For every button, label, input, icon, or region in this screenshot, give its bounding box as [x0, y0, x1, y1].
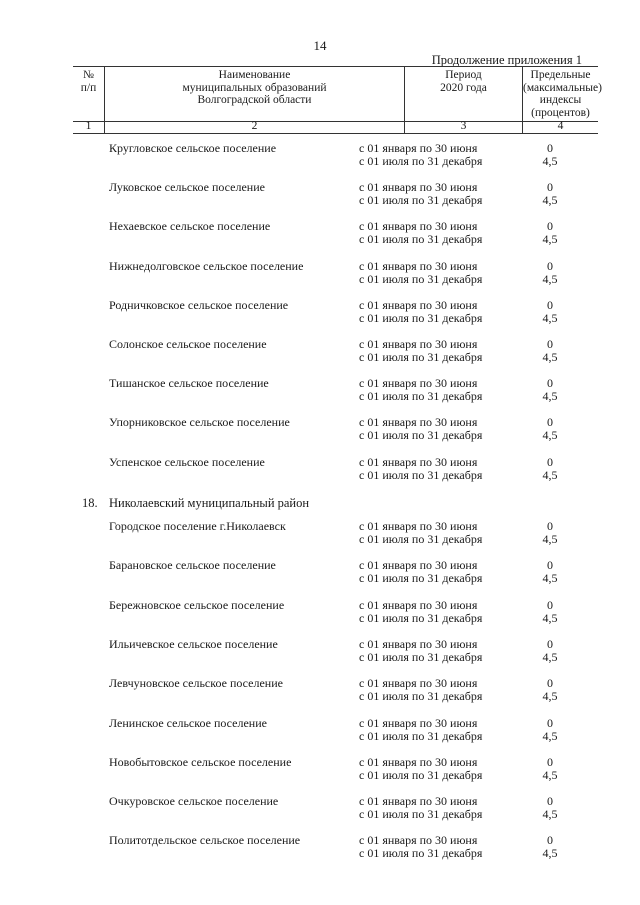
header-name: Наименование муниципальных образований Волгоградской области [105, 67, 405, 121]
index-second: 4,5 [542, 571, 558, 585]
column-number-row [73, 120, 598, 134]
period-first: с 01 января по 30 июня [359, 755, 478, 769]
index-first: 0 [547, 141, 553, 155]
index-first: 0 [547, 833, 553, 847]
settlement-name: Политотдельское сельское поселение [109, 833, 301, 847]
settlement-name: Луковское сельское поселение [109, 180, 265, 194]
index-second: 4,5 [542, 350, 558, 364]
period-first: с 01 января по 30 июня [359, 259, 478, 273]
settlement-name: Солонское сельское поселение [109, 337, 267, 351]
period-second: с 01 июля по 31 декабря [359, 807, 483, 821]
period-first: с 01 января по 30 июня [359, 415, 478, 429]
period-first: с 01 января по 30 июня [359, 519, 478, 533]
index-second: 4,5 [542, 389, 558, 403]
index-second: 4,5 [542, 468, 558, 482]
index-first: 0 [547, 259, 553, 273]
index-first: 0 [547, 337, 553, 351]
period-first: с 01 января по 30 июня [359, 558, 478, 572]
settlement-name: Ильичевское сельское поселение [109, 637, 278, 651]
col-number-4: 4 [557, 120, 564, 132]
period-second: с 01 июля по 31 декабря [359, 428, 483, 442]
index-first: 0 [547, 716, 553, 730]
index-second: 4,5 [542, 611, 558, 625]
period-first: с 01 января по 30 июня [359, 141, 478, 155]
index-first: 0 [547, 298, 553, 312]
settlement-name: Новобытовское сельское поселение [109, 755, 292, 769]
period-second: с 01 июля по 31 декабря [359, 272, 483, 286]
district-name: Николаевский муниципальный район [109, 496, 310, 510]
period-first: с 01 января по 30 июня [359, 337, 478, 351]
index-second: 4,5 [542, 532, 558, 546]
settlement-name: Родничковское сельское поселение [109, 298, 289, 312]
index-first: 0 [547, 180, 553, 194]
index-second: 4,5 [542, 272, 558, 286]
period-first: с 01 января по 30 июня [359, 676, 478, 690]
settlement-name: Городское поселение г.Николаевск [109, 519, 286, 533]
settlement-name: Тишанское сельское поселение [109, 376, 269, 390]
index-second: 4,5 [542, 193, 558, 207]
settlement-name: Нехаевское сельское поселение [109, 219, 271, 233]
index-first: 0 [547, 415, 553, 429]
district-number: 18. [82, 496, 98, 510]
period-second: с 01 июля по 31 декабря [359, 311, 483, 325]
col-number-2: 2 [105, 120, 405, 133]
col-number-3: 3 [405, 120, 523, 133]
settlement-name: Кругловское сельское поселение [109, 141, 277, 155]
header-num: № п/п [73, 67, 105, 121]
header-index: Предельные (максимальные) индексы (процентов) [523, 69, 602, 119]
index-first: 0 [547, 676, 553, 690]
index-second: 4,5 [542, 689, 558, 703]
period-second: с 01 июля по 31 декабря [359, 154, 483, 168]
index-second: 4,5 [542, 428, 558, 442]
period-first: с 01 января по 30 июня [359, 219, 478, 233]
index-first: 0 [547, 637, 553, 651]
settlement-name: Очкуровское сельское поселение [109, 794, 279, 808]
period-second: с 01 июля по 31 декабря [359, 193, 483, 207]
period-first: с 01 января по 30 июня [359, 716, 478, 730]
settlement-name: Левчуновское сельское поселение [109, 676, 283, 690]
header-period: Период 2020 года [405, 67, 523, 121]
period-second: с 01 июля по 31 декабря [359, 232, 483, 246]
index-second: 4,5 [542, 154, 558, 168]
period-second: с 01 июля по 31 декабря [359, 611, 483, 625]
settlement-name: Упорниковское сельское поселение [109, 415, 290, 429]
index-first: 0 [547, 794, 553, 808]
period-first: с 01 января по 30 июня [359, 376, 478, 390]
period-first: с 01 января по 30 июня [359, 598, 478, 612]
period-second: с 01 июля по 31 декабря [359, 468, 483, 482]
continuation-label: Продолжение приложения 1 [431, 53, 582, 67]
period-first: с 01 января по 30 июня [359, 455, 478, 469]
index-second: 4,5 [542, 807, 558, 821]
index-first: 0 [547, 598, 553, 612]
index-second: 4,5 [542, 311, 558, 325]
page-number: 14 [313, 38, 327, 53]
period-second: с 01 июля по 31 декабря [359, 768, 483, 782]
period-second: с 01 июля по 31 декабря [359, 389, 483, 403]
period-second: с 01 июля по 31 декабря [359, 571, 483, 585]
settlement-name: Ленинское сельское поселение [109, 716, 267, 730]
index-first: 0 [547, 219, 553, 233]
index-first: 0 [547, 519, 553, 533]
index-second: 4,5 [542, 768, 558, 782]
settlement-name: Бережновское сельское поселение [109, 598, 285, 612]
period-second: с 01 июля по 31 декабря [359, 729, 483, 743]
settlement-name: Барановское сельское поселение [109, 558, 276, 572]
table-header [73, 66, 602, 122]
index-first: 0 [547, 755, 553, 769]
index-first: 0 [547, 558, 553, 572]
period-first: с 01 января по 30 июня [359, 794, 478, 808]
period-first: с 01 января по 30 июня [359, 833, 478, 847]
index-second: 4,5 [542, 729, 558, 743]
index-first: 0 [547, 455, 553, 469]
index-second: 4,5 [542, 846, 558, 860]
col-number-1: 1 [73, 120, 105, 133]
index-second: 4,5 [542, 650, 558, 664]
index-second: 4,5 [542, 232, 558, 246]
period-first: с 01 января по 30 июня [359, 637, 478, 651]
period-second: с 01 июля по 31 декабря [359, 350, 483, 364]
settlement-name: Успенское сельское поселение [109, 455, 265, 469]
period-second: с 01 июля по 31 декабря [359, 689, 483, 703]
period-second: с 01 июля по 31 декабря [359, 846, 483, 860]
settlement-name: Нижнедолговское сельское поселение [109, 259, 304, 273]
period-second: с 01 июля по 31 декабря [359, 532, 483, 546]
index-first: 0 [547, 376, 553, 390]
period-first: с 01 января по 30 июня [359, 180, 478, 194]
period-first: с 01 января по 30 июня [359, 298, 478, 312]
period-second: с 01 июля по 31 декабря [359, 650, 483, 664]
